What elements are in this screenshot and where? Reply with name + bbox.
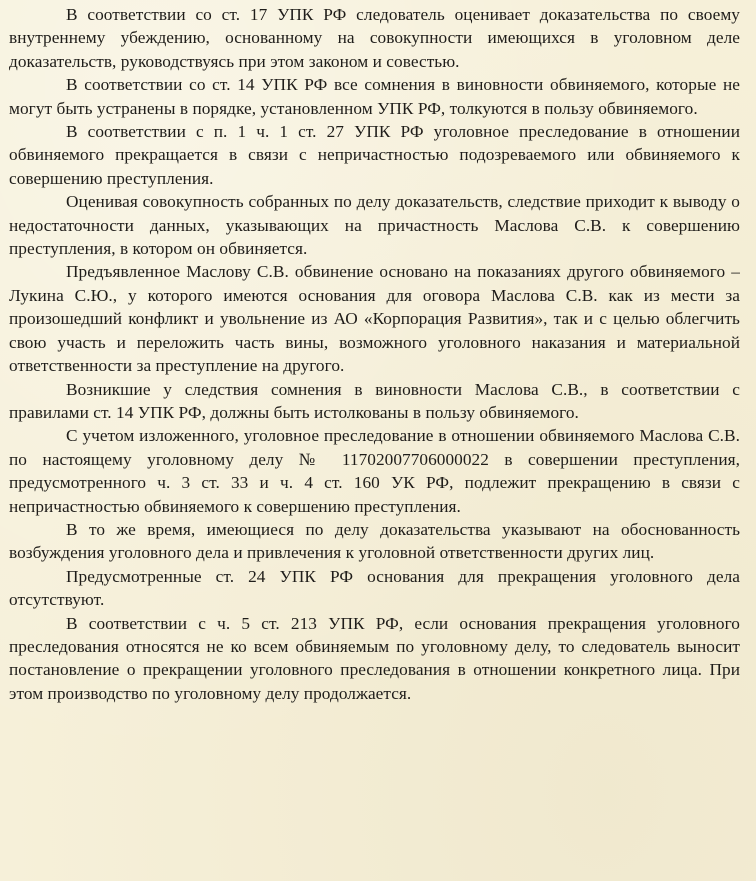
paragraph-article-213: В соответствии с ч. 5 ст. 213 УПК РФ, если основания прекращения уголовного преследования относятся не ко всем обвиняемым по уголовному делу, то следователь выносит постановление о прекращении уголовного преследования в отношении конкретного лица. При этом производство по уголовному делу продолжается. [9,613,740,703]
paragraph-article-17: В соответствии со ст. 17 УПК РФ следователь оценивает доказательства по своему внутреннему убеждению, основанному на совокупности имеющихся в уголовном деле доказательств, руководствуясь при этом законом и совестью. [9,5,740,71]
paragraph-evidence-assessment: Оценивая совокупность собранных по делу доказательств, следствие приходит к выводу о недостаточности данных, указывающих на причастность Маслова С.В. к совершению преступления, в котором он обвиняется. [9,192,740,259]
paragraph-doubts-interpretation: Возникшие у следствия сомнения в виновности Маслова С.В., в соответствии с правилами ст. 14 УПК РФ, должны быть истолкованы в пользу обвиняемого. [9,379,740,422]
paragraph-other-persons: В то же время, имеющиеся по делу доказательства указывают на обоснованность возбуждения уголовного дела и привлечения к уголовной ответственности других лиц. [9,519,740,563]
paragraph-termination-decision: С учетом изложенного, уголовное преследование в отношении обвиняемого Маслова С.В. по настоящему уголовному делу № 11702007706000022 в совершении преступления, предусмотренного ч. 3 ст. 33 и ч. 4 ст. 160 УК РФ, подлежит прекращению в связи с непричастностью обвиняемого к совершению преступления. [9,426,740,516]
paragraph-article-24: Предусмотренные ст. 24 УПК РФ основания для прекращения уголовного дела отсутствуют. [9,566,740,610]
paragraph-article-27: В соответствии с п. 1 ч. 1 ст. 27 УПК РФ уголовное преследование в отношении обвиняемого прекращается в связи с непричастностью подозреваемого или обвиняемого к совершению преступления. [9,122,740,188]
paragraph-article-14-doubts: В соответствии со ст. 14 УПК РФ все сомнения в виновности обвиняемого, которые не могут быть устранены в порядке, установленном УПК РФ, толкуются в пользу обвиняемого. [9,75,740,118]
paragraph-accusation-basis: Предъявленное Маслову С.В. обвинение основано на показаниях другого обвиняемого – Лукина С.Ю., у которого имеются основания для оговора Маслова С.В. как из мести за произошедший конфликт и увольнение из АО «Корпорация Развития», так и с целью облегчить свою участь и переложить часть вины, возможного уголовного наказания и материальной ответственности за преступление на другого. [9,262,740,376]
